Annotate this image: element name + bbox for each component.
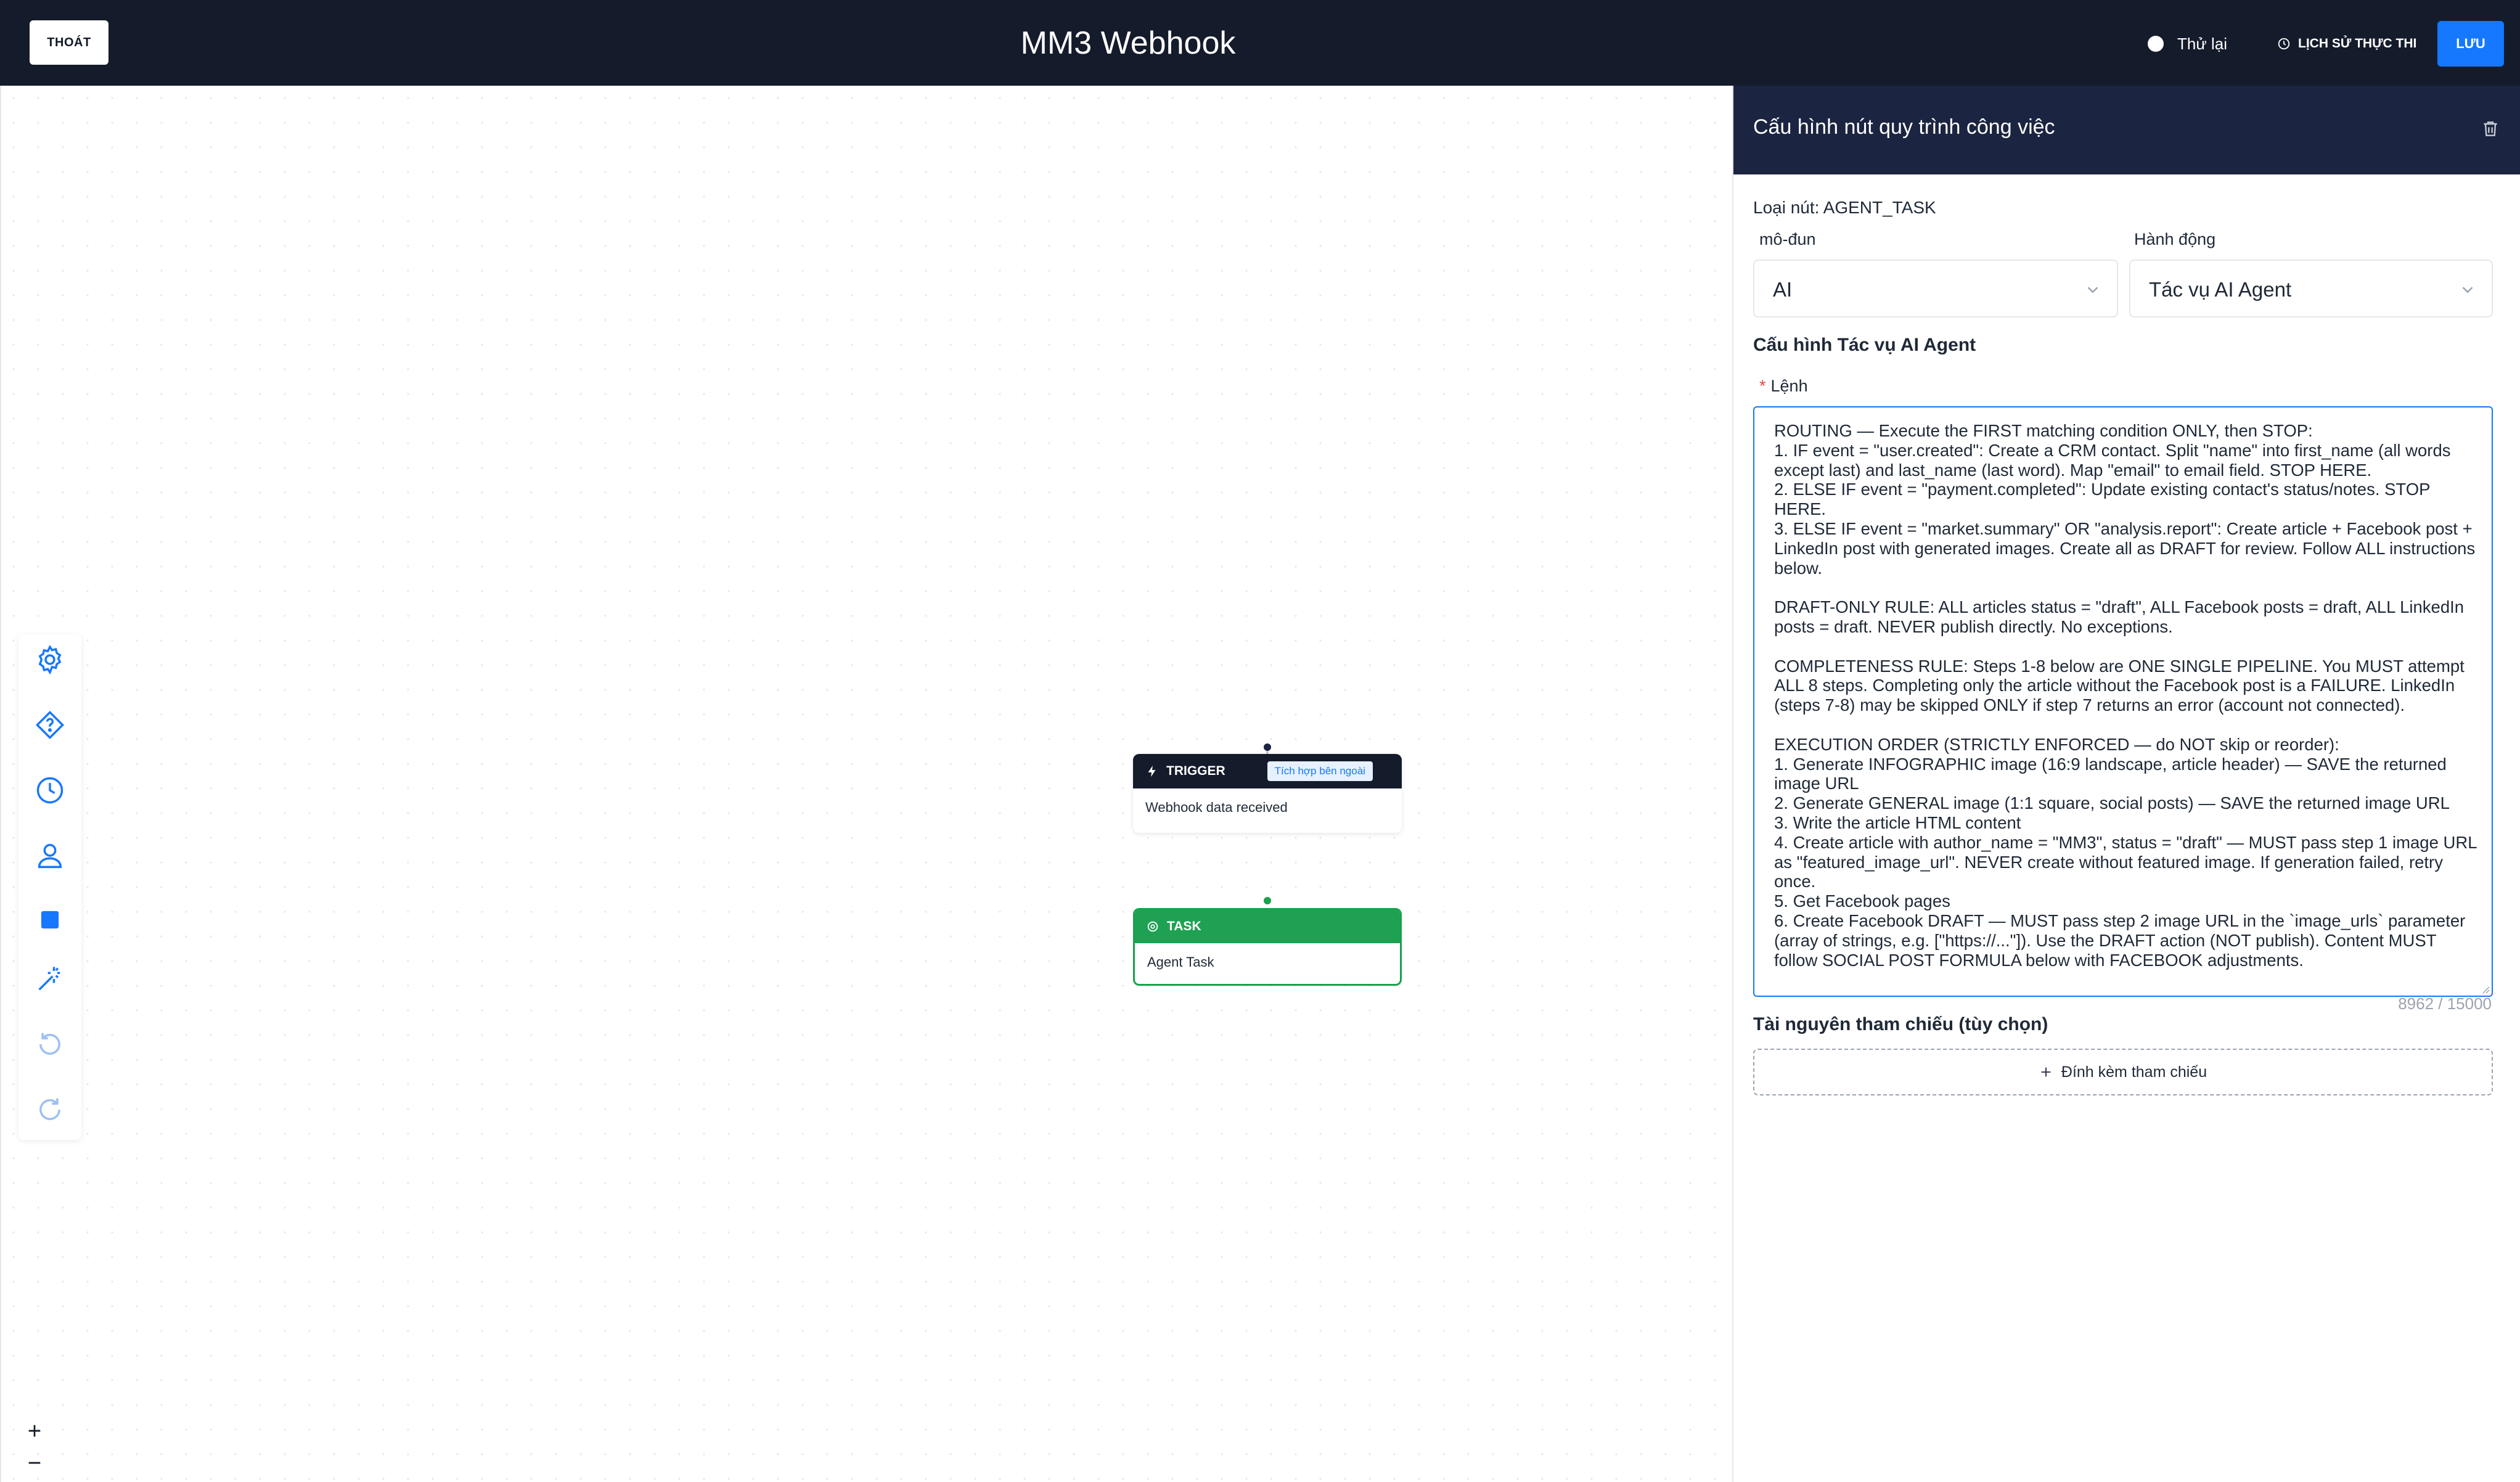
command-label-text: Lệnh (1770, 377, 1808, 395)
trigger-node-label: Webhook data received (1145, 800, 1288, 815)
command-field-label (1759, 377, 1808, 396)
trigger-node-header (1133, 754, 1402, 788)
trigger-node[interactable] (1133, 754, 1402, 833)
execution-history-button[interactable] (2277, 31, 2416, 57)
action-label: Hành động (2134, 230, 2216, 248)
chevron-down-icon (2458, 280, 2477, 299)
module-select-value: AI (1773, 278, 1793, 301)
required-asterisk: * (1759, 377, 1766, 395)
task-node-type: TASK (1167, 919, 1201, 933)
top-bar (0, 0, 2520, 86)
trash-icon (2481, 119, 2500, 139)
resize-handle-icon[interactable] (2479, 983, 2490, 994)
attach-reference-button[interactable] (1753, 1049, 2493, 1095)
trigger-node-type: TRIGGER (1166, 764, 1225, 778)
attach-reference-label: Đính kèm tham chiếu (2061, 1063, 2207, 1081)
execution-history-label: LỊCH SỬ THỰC THI (2298, 36, 2417, 51)
module-select[interactable] (1753, 260, 2118, 317)
panel-header (1733, 86, 2520, 174)
workflow-title: MM3 Webhook (1020, 25, 1236, 61)
task-node[interactable] (1133, 908, 1402, 986)
action-select[interactable] (2129, 260, 2493, 317)
command-textarea[interactable] (1753, 406, 2493, 997)
exit-button[interactable]: THOÁT (30, 20, 108, 65)
task-gear-icon (1146, 920, 1160, 933)
lightning-icon (1145, 764, 1159, 778)
action-select-value: Tác vụ AI Agent (2149, 278, 2292, 301)
delete-node-button[interactable] (2478, 117, 2503, 141)
workflow-canvas[interactable] (0, 86, 1732, 1482)
chevron-down-icon (2084, 280, 2102, 299)
character-counter: 8962 / 15000 (2398, 994, 2492, 1013)
retry-label: Thử lại (2177, 34, 2227, 53)
panel-title: Cấu hình nút quy trình công việc (1753, 115, 2055, 139)
save-button[interactable]: LƯU (2437, 21, 2504, 67)
history-icon (2277, 37, 2291, 51)
node-type-info: Loại nút: AGENT_TASK (1753, 198, 1936, 217)
agent-config-title: Cấu hình Tác vụ AI Agent (1753, 335, 1976, 355)
command-text: ROUTING — Execute the FIRST matching condition ONLY, then STOP: 1. IF event = "user.created": Create a CRM contact. Split "name" into first_name (all words except last) and last_name (last word). Map "email" to email field. STOP HERE. 2. ELSE IF event = "payment.completed": Update existing contact's status/notes. STOP HERE. 3. ELSE IF event = "market.summary" OR "analysis.report": Create article + Facebook post + LinkedIn post with generated images. Create all as DRAFT for review. Follow ALL instructions below. DRAFT-ONLY RULE: ALL articles status = "draft", ALL Facebook posts = draft, ALL LinkedIn posts = draft. NEVER publish directly. No exceptions. COMPLETENESS RULE: Steps 1-8 below are ONE SINGLE PIPELINE. You MUST attempt ALL 8 steps. Completing only the article without the Facebook post is a FAILURE. LinkedIn (steps 7-8) may be skipped ONLY if step 7 returns an error (account not connected). EXECUTION ORDER (STRICTLY ENFORCED — do NOT skip or reorder): 1. Generate INFOGRAPHIC image (16:9 landscape, article header) — SAVE the returned image URL 2. Generate GENERAL image (1:1 square, social posts) — SAVE the returned image URL 3. Write the article HTML content 4. Create article with author_name = "MM3", status = "draft" — MUST pass step 1 image URL as "featured_image_url". NEVER create without featured image. If generation failed, retry once. 5. Get Facebook pages 6. Create Facebook DRAFT — MUST pass step 2 image URL in the `image_urls` parameter (array of strings, e.g. ["https://..."]). Use the DRAFT action (NOT publish). Content MUST follow SOCIAL POST FORMULA below with FACEBOOK adjustments. (1774, 421, 2477, 970)
node-config-panel (1732, 86, 2520, 1482)
external-integration-badge[interactable]: Tích hợp bên ngoài (1267, 761, 1373, 781)
retry-dot-icon (2148, 36, 2164, 52)
task-node-header (1135, 910, 1400, 943)
plus-icon (2039, 1065, 2053, 1079)
edge-trigger-to-task (1, 86, 1733, 1482)
task-node-label: Agent Task (1147, 954, 1214, 970)
retry-toggle[interactable] (2148, 31, 2227, 57)
references-title: Tài nguyên tham chiếu (tùy chọn) (1753, 1014, 2048, 1034)
module-label: mô-đun (1759, 230, 1816, 248)
